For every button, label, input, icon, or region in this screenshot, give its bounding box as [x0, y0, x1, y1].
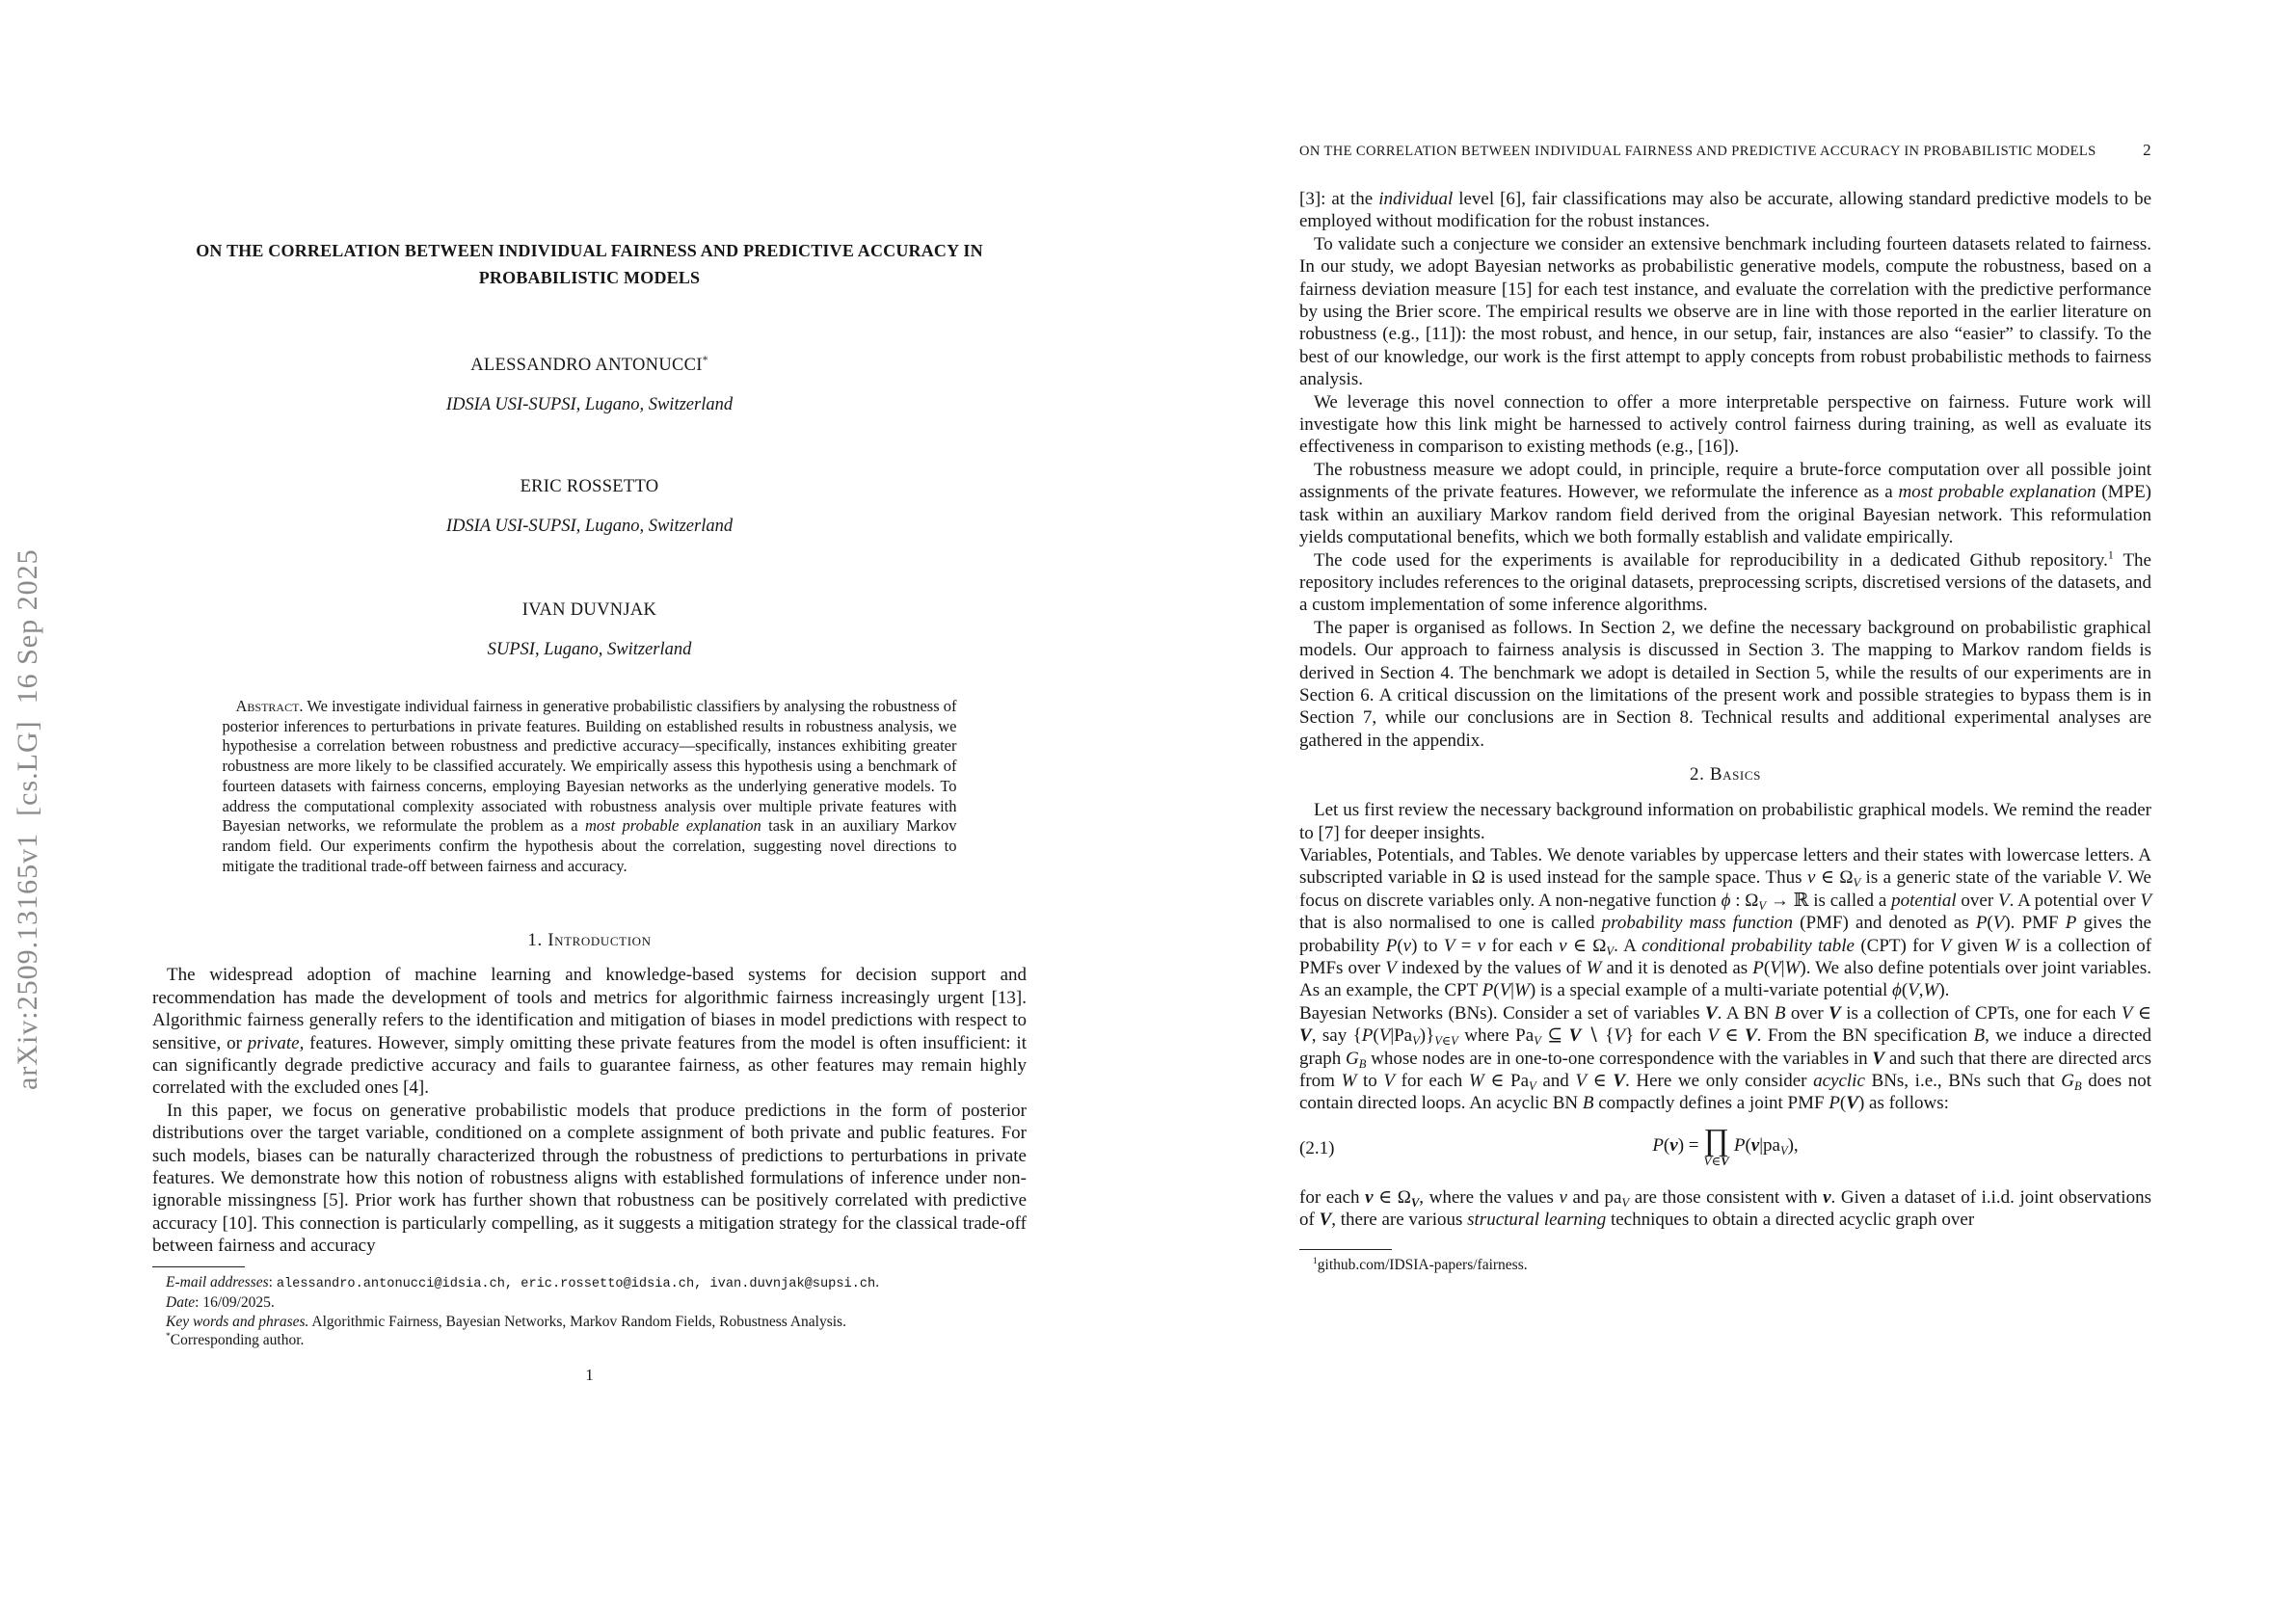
author-affiliation: IDSIA USI-SUPSI, Lugano, Switzerland [445, 517, 734, 536]
product-subscript: V∈V [1703, 1153, 1729, 1168]
running-head-title: ON THE CORRELATION BETWEEN INDIVIDUAL FAIRNESS AND PREDICTIVE ACCURACY IN PROBABILISTIC MODELS [1299, 144, 2096, 159]
footnote-emails: E-mail addresses: alessandro.antonucci@idsia.ch, eric.rossetto@idsia.ch, ivan.duvnjak@supsi.ch. [166, 1273, 880, 1291]
paper-organisation-paragraph: The paper is organised as follows. In Section 2, we define the necessary background on probabilistic graphical models. Our approach to fairness analysis is discussed in Section 3. The mapping to Markov random fields is derived in Section 4. The benchmark we adopt is detailed in Section 5, while the results of our experiments are in Section 6. A critical discussion on the limitations of the present work and possible strategies to bypass them is in Section 7, while our conclusions are in Section 8. Technical results and additional experimental analyses are gathered in the appendix. [1299, 617, 2151, 751]
section-heading-introduction: 1. Introduction [527, 930, 652, 951]
page-number-1: 1 [585, 1365, 594, 1384]
author-name [152, 355, 1027, 377]
author-affiliation: SUPSI, Lugano, Switzerland [487, 640, 692, 659]
bayesian-networks-paragraph: Bayesian Networks (BNs). Consider a set of variables V. A BN B over V is a collection of CPTs, one for each V ∈ V, say $\{P(V|Pa_V)\}_{V\in V}$ where $Pa_V$ ⊆ V ∖ {V} for each V ∈ V. From the BN specification B, we induce a directed graph $G_B$ whose nodes are in one-to-one correspondence with the variables in V and such that there are directed arcs from W to V for each W ∈ $Pa_V$ and V ∈ V. Here we only consider acyclic BNs, i.e., BNs such that $G_B$ does not contain directed loops. An acyclic BN B compactly defines a joint PMF P(V) as follows: [1299, 1002, 2152, 1114]
equation-body [1299, 1121, 2151, 1168]
product-symbol: ∏ [1703, 1121, 1729, 1157]
author-block-1 [152, 355, 1027, 416]
after-equation-paragraph: for each v ∈ $\Omega_V$, where the values v and $pa_V$ are those consistent with v. Given a dataset of i.i.d. joint observations of V, there are various structural learning techniques to obtain a directed acyclic graph over [1299, 1186, 2151, 1231]
equation-2-1 [1299, 1121, 2151, 1175]
abstract: Abstract. We investigate individual fairness in generative probabilistic classifiers by analysing the robustness of posterior inferences to perturbations in private features. Building on established results in robustness analysis, we hypothesise a correlation between robustness and predictive accuracy—specifically, instances exhibiting greater robustness are more likely to be classified accurately. We empirically assess this hypothesis using a benchmark of fourteen datasets with fairness concerns, employing Bayesian networks as the underlying generative models. To address the computational complexity associated with robustness analysis over multiple private features with Bayesian networks, we reformulate the problem as a most probable explanation task in an auxiliary Markov random field. Our experiments confirm the hypothesis about the correlation, suggesting novel directions to mitigate the traditional trade-off between fairness and accuracy. [222, 697, 957, 875]
running-head [1299, 141, 2151, 160]
footnote-keywords: Key words and phrases. Algorithmic Fairness, Bayesian Networks, Markov Random Fields, Robustness Analysis. [166, 1313, 846, 1330]
page-number-2: 2 [2143, 141, 2151, 159]
author-affiliation: IDSIA USI-SUPSI, Lugano, Switzerland [445, 395, 734, 414]
intro-paragraph-1: The widespread adoption of machine learning and knowledge-based systems for decision support and recommendation has made the development of tools and metrics for algorithmic fairness increasingly urgent [13]. Algorithmic fairness generally refers to the identification and mitigation of biases in model predictions with respect to sensitive, or private, features. However, simply omitting these private features from the model is often insufficient: it can significantly degrade predictive accuracy and fails to guarantee fairness, as other features may remain highly correlated with the excluded ones [4]. [152, 965, 1027, 1099]
page-2 [1299, 0, 2151, 1274]
benchmark-paragraph: To validate such a conjecture we consider an extensive benchmark including fourteen datasets related to fairness. In our study, we adopt Bayesian networks as probabilistic generative models, compute the robustness, based on a fairness deviation measure [15] for each test instance, and evaluate the correlation with the predictive performance by using the Brier score. The empirical results we observe are in line with those reported in the earlier literature on robustness (e.g., [11]): the most robust, and hence, in our setup, fair, instances are also “easier” to classify. To the best of our knowledge, our work is the first attempt to apply concepts from robust probabilistic methods to fairness analysis. [1299, 233, 2151, 390]
author-name [152, 476, 1027, 498]
author-block-3 [152, 599, 1027, 661]
equation-lhs: P(v) = [1652, 1134, 1699, 1156]
author-name-text: ALESSANDRO ANTONUCCI [470, 356, 703, 375]
paper-title: ON THE CORRELATION BETWEEN INDIVIDUAL FAIRNESS AND PREDICTIVE ACCURACY IN PROBABILISTIC MODELS [196, 241, 983, 287]
robustness-measure-paragraph: The robustness measure we adopt could, in principle, require a brute-force computation over all possible joint assignments of the private features. However, we reformulate the inference as a most probable explanation (MPE) task within an auxiliary Markov random field derived from the original Bayesian network. This reformulation yields computational benefits, which we both formally establish and validate empirically. [1299, 459, 2151, 548]
footnote-date: Date: 16/09/2025. [166, 1294, 275, 1312]
author-name [152, 599, 1027, 622]
equation-rhs: $P(v|pa_V)$, [1733, 1134, 1799, 1157]
footnote-github: $^1$github.com/IDSIA-papers/fairness. [1313, 1255, 1528, 1273]
variables-potentials-tables-paragraph: Variables, Potentials, and Tables. We denote variables by uppercase letters and their states with lowercase letters. A subscripted variable in Ω is used instead for the sample space. Thus v ∈ $\Omega_V$ is a generic state of the variable V. We focus on discrete variables only. A non-negative function ϕ : $\Omega_V$ → ℝ is called a potential over V. A potential over V that is also normalised to one is called probability mass function (PMF) and denoted as P(V). PMF P gives the probability P(v) to V = v for each v ∈ $\Omega_V$. A conditional probability table (CPT) for V given W is a collection of PMFs over V indexed by the values of W and it is denoted as P(V|W). We also define potentials over joint variables. As an example, the CPT P(V|W) is a special example of a multi-variate potential ϕ(V,W). [1299, 844, 2152, 1001]
continuation-paragraph: [3]: at the individual level [6], fair classifications may also be accurate, allowing standard predictive models to be employed without modification for the robust instances. [1299, 189, 2151, 232]
leverage-paragraph: We leverage this novel connection to offer a more interpretable perspective on fairness. Future work will investigate how this link might be harnessed to actively control fairness during training, as well as evaluate its effectiveness in comparison to existing methods (e.g., [16]). [1299, 391, 2151, 458]
footnote-rule [152, 1266, 245, 1267]
intro-paragraph-2: In this paper, we focus on generative probabilistic models that produce predictions in the form of posterior distributions over the target variable, conditioned on a complete assignment of both private and public features. For such models, biases can be naturally characterized through the robustness of predictions to perturbations in private features. We demonstrate how this notion of robustness aligns with established formulations of inference under non-ignorable missingness [5]. Prior work has further shown that robustness can be positively correlated with predictive accuracy [10]. This connection is particularly compelling, as it suggests a mitigation strategy for the classical trade-off between fairness and accuracy [152, 1100, 1027, 1257]
author-name-text: IVAN DUVNJAK [521, 600, 657, 620]
section-heading-basics: 2. Basics [1690, 764, 1761, 785]
basics-intro-paragraph: Let us first review the necessary background information on probabilistic graphical models. We remind the reader to [7] for deeper insights. [1299, 800, 2151, 843]
page-1 [152, 0, 1027, 1385]
footnote-rule [1299, 1249, 1392, 1250]
author-block-2 [152, 476, 1027, 538]
author-marker: * [702, 354, 708, 366]
equation-number: (2.1) [1299, 1137, 1335, 1158]
footnote-corresponding: *Corresponding author. [166, 1331, 305, 1349]
arxiv-watermark: arXiv:2509.13165v1 [cs.LG] 16 Sep 2025 [12, 548, 43, 1090]
author-name-text: ERIC ROSSETTO [520, 477, 659, 496]
code-availability-paragraph: The code used for the experiments is available for reproducibility in a dedicated Github repository.$^1$ The repository includes references to the original datasets, preprocessing scripts, discretised versions of the datasets, and a custom implementation of some inference algorithms. [1299, 548, 2151, 616]
product-operator [1703, 1121, 1729, 1168]
